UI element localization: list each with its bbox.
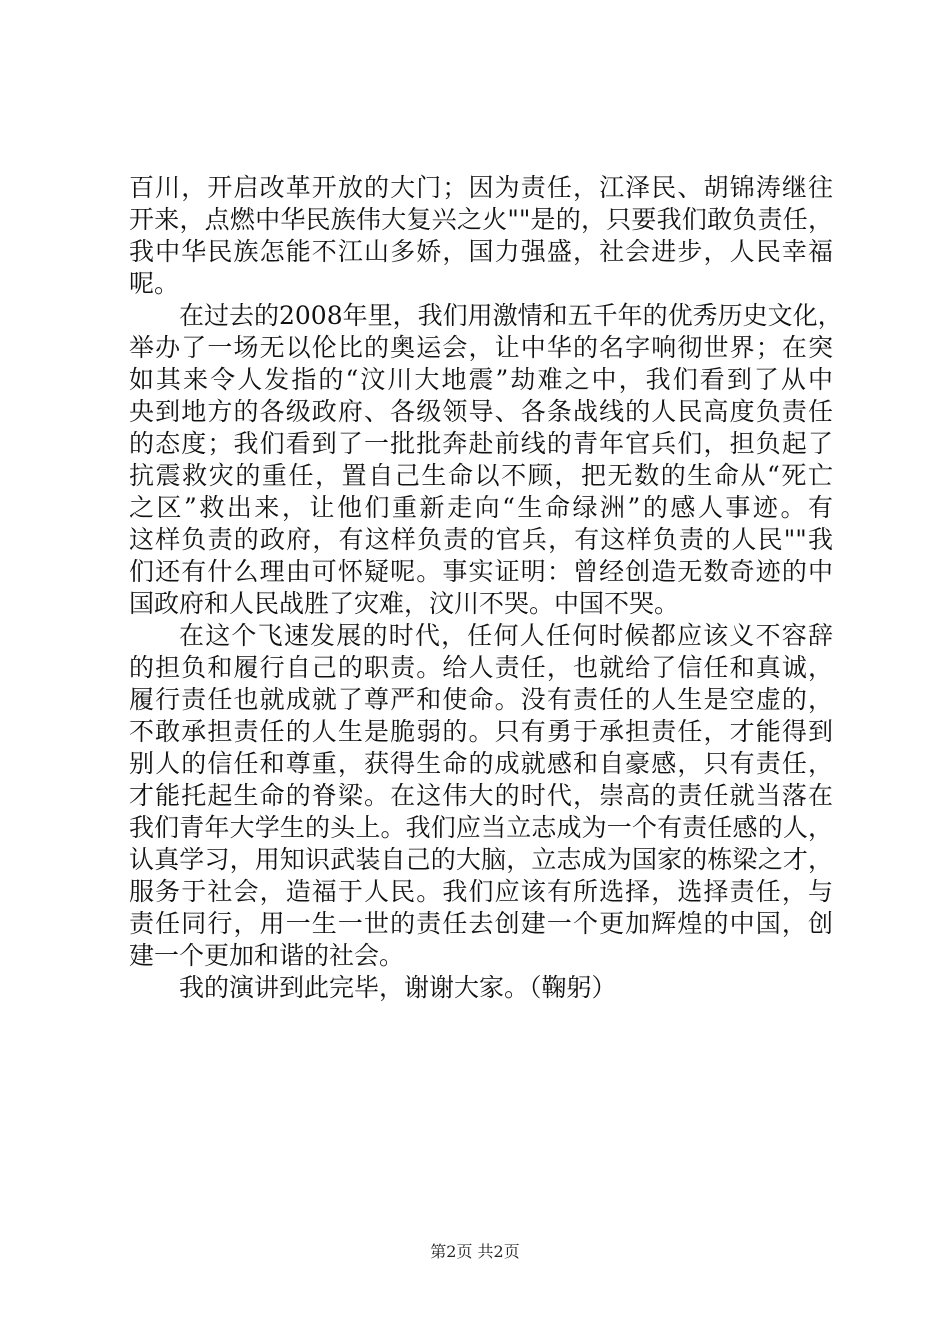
text-line: 履行责任也就成就了尊严和使命。没有责任的人生是空虚的， (129, 685, 833, 714)
text-line: 百川，开启改革开放的大门；因为责任，江泽民、胡锦涛继往 (129, 173, 833, 202)
text-line: 央到地方的各级政府、各级领导、各条战线的人民高度负责任 (129, 397, 833, 426)
text-line: 才能托起生命的脊梁。在这伟大的时代，崇高的责任就当落在 (129, 781, 833, 810)
text-line: 呢。 (129, 269, 180, 298)
text-line: 这样负责的政府，有这样负责的官兵，有这样负责的人民""我 (129, 525, 833, 554)
text-line: 服务于社会，造福于人民。我们应该有所选择，选择责任，与 (129, 877, 833, 906)
text-line: 认真学习，用知识武装自己的大脑，立志成为国家的栋梁之才， (129, 845, 833, 874)
text-line: 建一个更加和谐的社会。 (129, 941, 405, 970)
paragraph-1 (129, 172, 833, 300)
page-number-footer: 第2页 共2页 (430, 1242, 520, 1261)
text-line: 在过去的2008年里，我们用激情和五千年的优秀历史文化， (179, 301, 843, 330)
text-line: 举办了一场无以伦比的奥运会，让中华的名字响彻世界；在突 (129, 333, 833, 362)
text-line: 如其来令人发指的“汶川大地震”劫难之中，我们看到了从中 (129, 365, 833, 394)
text-line: 责任同行，用一生一世的责任去创建一个更加辉煌的中国，创 (129, 909, 833, 938)
text-line: 在这个飞速发展的时代，任何人任何时候都应该义不容辞 (179, 621, 833, 650)
text-line: 的态度；我们看到了一批批奔赴前线的青年官兵们，担负起了 (129, 429, 833, 458)
paragraph-2 (129, 300, 843, 620)
text-line: 开来，点燃中华民族伟大复兴之火""是的，只要我们敢负责任， (129, 205, 833, 234)
text-line: 我中华民族怎能不江山多娇，国力强盛，社会进步，人民幸福 (129, 237, 833, 266)
text-line: 抗震救灾的重任，置自己生命以不顾，把无数的生命从“死亡 (129, 461, 833, 490)
text-line: 们还有什么理由可怀疑呢。事实证明：曾经创造无数奇迹的中 (129, 557, 833, 586)
text-line: 之区”救出来，让他们重新走向“生命绿洲”的感人事迹。有 (129, 493, 833, 522)
text-line: 我们青年大学生的头上。我们应当立志成为一个有责任感的人， (129, 813, 833, 842)
text-line: 国政府和人民战胜了灾难，汶川不哭。中国不哭。 (129, 589, 680, 618)
text-line: 的担负和履行自己的职责。给人责任，也就给了信任和真诚， (129, 653, 833, 682)
text-line: 不敢承担责任的人生是脆弱的。只有勇于承担责任，才能得到 (129, 717, 833, 746)
paragraph-4 (129, 972, 833, 1004)
text-line: 别人的信任和尊重，获得生命的成就感和自豪感，只有责任， (129, 749, 833, 778)
document-body (129, 172, 843, 1004)
text-line: 我的演讲到此完毕，谢谢大家。（鞠躬） (179, 973, 617, 1002)
paragraph-3 (129, 620, 833, 972)
